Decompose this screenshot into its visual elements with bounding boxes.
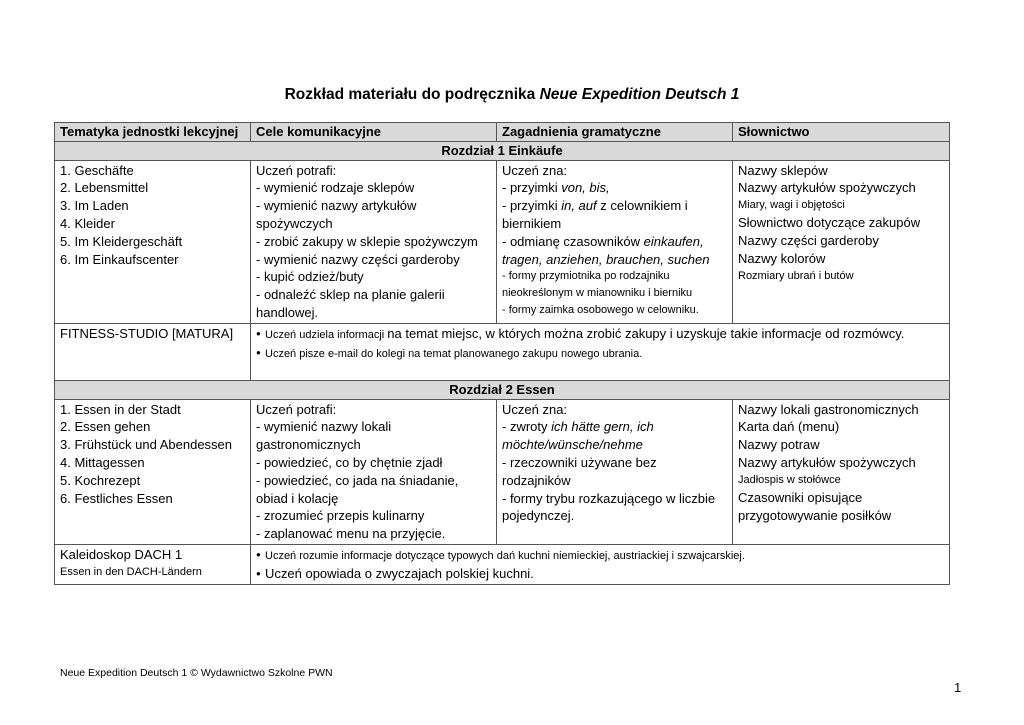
page-title: Rozkład materiału do podręcznika Neue Expedition Deutsch 1 bbox=[284, 86, 740, 103]
list-item: Nazwy części garderoby bbox=[738, 232, 879, 248]
fitness-goals bbox=[251, 323, 950, 380]
list-item: Miary, wagi i objętości bbox=[738, 199, 845, 212]
grammar-intro: Uczeń zna: bbox=[502, 162, 568, 178]
column-header: Cele komunikacyjne bbox=[251, 123, 497, 142]
kaleidoskop-goals bbox=[251, 544, 950, 584]
list-item: Nazwy sklepów bbox=[738, 162, 828, 178]
goals-intro: Uczeń potrafi: bbox=[256, 401, 337, 417]
table-row bbox=[55, 399, 950, 544]
list-item: - powiedzieć, co by chętnie zjadł bbox=[256, 454, 443, 470]
grammar-cell bbox=[497, 399, 733, 544]
list-item: 3. Im Laden bbox=[60, 198, 129, 214]
list-item: Czasowniki opisujące przygotowywanie posiłków bbox=[738, 489, 892, 523]
list-item: 1. Essen in der Stadt bbox=[60, 401, 181, 417]
list-item: - formy trybu rozkazującego w liczbie pojedynczej. bbox=[502, 490, 716, 524]
list-item: - formy przymiotnika po rodzajniku nieokreślonym w mianowniku i bierniku bbox=[502, 270, 693, 300]
list-item: - wymienić nazwy lokali gastronomicznych bbox=[256, 419, 392, 453]
list-item: Nazwy kolorów bbox=[738, 250, 826, 266]
grammar-intro: Uczeń zna: bbox=[502, 401, 568, 417]
list-item: Słownictwo dotyczące zakupów bbox=[738, 215, 921, 231]
list-item: 2. Essen gehen bbox=[60, 419, 151, 435]
list-item: - odnaleźć sklep na planie galerii handlowej. bbox=[256, 287, 445, 320]
list-item: - przyimki in, auf z celownikiem i biernikiem bbox=[502, 198, 688, 231]
list-item: 6. Festliches Essen bbox=[60, 490, 173, 506]
kaleidoskop-label: Kaleidoskop DACH 1 Essen in den DACH-Ländern bbox=[55, 544, 251, 584]
vocab-cell bbox=[733, 160, 950, 323]
list-item: Nazwy artykułów spożywczych bbox=[738, 180, 916, 196]
list-item: 6. Im Einkaufscenter bbox=[60, 251, 179, 267]
column-header: Zagadnienia gramatyczne bbox=[497, 123, 733, 142]
list-item: - zwroty ich hätte gern, ich möchte/wünsche/nehme bbox=[502, 419, 654, 453]
list-item: ● Uczeń pisze e-mail do kolegi na temat planowanego zakupu nowego ubrania. bbox=[256, 344, 944, 363]
chapter-row bbox=[55, 141, 950, 160]
list-item: - zaplanować menu na przyjęcie. bbox=[256, 526, 446, 542]
topics-cell bbox=[55, 399, 251, 544]
list-item: Nazwy potraw bbox=[738, 437, 820, 453]
list-item: ● Uczeń rozumie informacje dotyczące typowych dań kuchni niemieckiej, austriackiej i szwajcarskiej. bbox=[256, 546, 944, 565]
table-header-row bbox=[55, 123, 950, 142]
goals-intro: Uczeń potrafi: bbox=[256, 162, 337, 178]
topics-cell bbox=[55, 160, 251, 323]
list-item: - wymienić nazwy części garderoby bbox=[256, 251, 460, 267]
chapter-row bbox=[55, 380, 950, 399]
goals-cell bbox=[251, 160, 497, 323]
vocab-cell bbox=[733, 399, 950, 544]
chapter-heading: Rozdział 1 Einkäufe bbox=[55, 141, 950, 160]
goals-cell bbox=[251, 399, 497, 544]
list-item: Nazwy artykułów spożywczych bbox=[738, 454, 916, 470]
page-number: 1 bbox=[954, 680, 962, 695]
list-item: 4. Kleider bbox=[60, 215, 115, 231]
grammar-cell bbox=[497, 160, 733, 323]
table-row bbox=[55, 544, 950, 584]
syllabus-table bbox=[54, 122, 950, 585]
list-item: 5. Kochrezept bbox=[60, 472, 141, 488]
list-item: Karta dań (menu) bbox=[738, 419, 840, 435]
list-item: - odmianę czasowników einkaufen, tragen, anziehen, brauchen, suchen bbox=[502, 233, 710, 267]
list-item: - powiedzieć, co jada na śniadanie, obiad i kolację bbox=[256, 472, 459, 506]
list-item: - wymienić rodzaje sklepów bbox=[256, 180, 415, 196]
chapter-heading: Rozdział 2 Essen bbox=[55, 380, 950, 399]
list-item: 5. Im Kleidergeschäft bbox=[60, 233, 183, 249]
list-item: 3. Frühstück und Abendessen bbox=[60, 437, 233, 453]
table-row bbox=[55, 323, 950, 380]
list-item: - formy zaimka osobowego w celowniku. bbox=[502, 304, 699, 317]
fitness-label: FITNESS-STUDIO [MATURA] bbox=[55, 323, 251, 380]
footer-text: Neue Expedition Deutsch 1 © Wydawnictwo Szkolne PWN bbox=[60, 667, 333, 679]
list-item: 4. Mittagessen bbox=[60, 454, 145, 470]
list-item: 2. Lebensmittel bbox=[60, 180, 149, 196]
list-item: 1. Geschäfte bbox=[60, 162, 134, 178]
table-row bbox=[55, 160, 950, 323]
column-header: Tematyka jednostki lekcyjnej bbox=[55, 123, 251, 142]
list-item: - rzeczowniki używane bez rodzajników bbox=[502, 454, 657, 488]
list-item: ● Uczeń opowiada o zwyczajach polskiej kuchni. bbox=[256, 565, 944, 583]
list-item: - przyimki von, bis, bbox=[502, 180, 610, 196]
list-item: - zrozumieć przepis kulinarny bbox=[256, 508, 425, 524]
list-item: ● Uczeń udziela informacji na temat miejsc, w których można zrobić zakupy i uzyskuje takie informacje od rozmówcy. bbox=[256, 325, 944, 344]
list-item: - zrobić zakupy w sklepie spożywczym bbox=[256, 233, 478, 249]
column-header: Słownictwo bbox=[733, 123, 950, 142]
list-item: - kupić odzież/buty bbox=[256, 269, 364, 285]
list-item: Nazwy lokali gastronomicznych bbox=[738, 401, 919, 417]
list-item: Jadłospis w stołówce bbox=[738, 473, 841, 486]
list-item: Rozmiary ubrań i butów bbox=[738, 269, 854, 282]
list-item: - wymienić nazwy artykułów spożywczych bbox=[256, 198, 417, 231]
